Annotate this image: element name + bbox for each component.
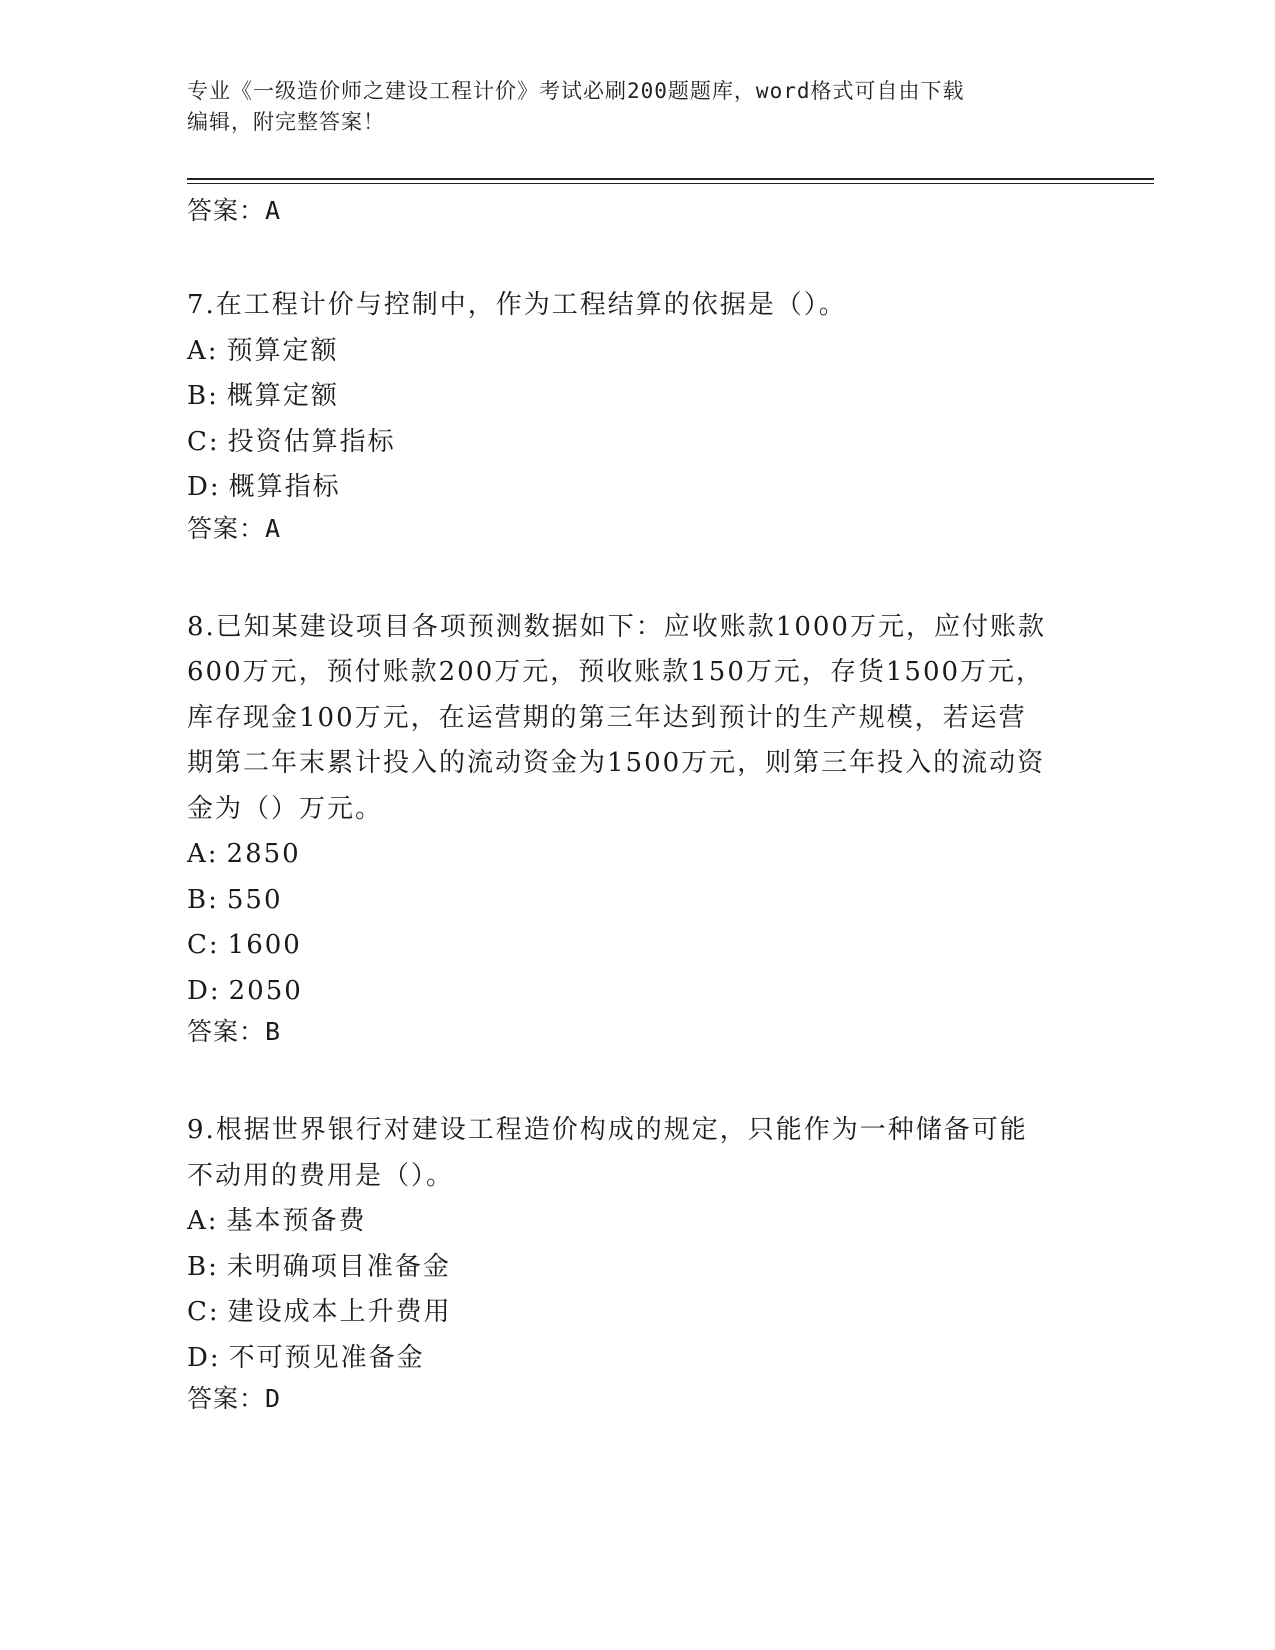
header-line-2: 编辑，附完整答案！	[187, 110, 385, 134]
header-rule-thin	[187, 183, 1154, 184]
option-c	[187, 420, 1087, 466]
option-text: 2850	[226, 839, 301, 869]
question-stem	[187, 1108, 1087, 1199]
option-letter: D:	[187, 975, 221, 1006]
option-text: 建设成本上升费用	[227, 1297, 452, 1327]
option-letter: B:	[187, 1251, 219, 1282]
question-7	[187, 283, 1087, 547]
stem-line: 9.根据世界银行对建设工程造价构成的规定，只能作为一种储备可能	[187, 1115, 1028, 1145]
stem-line: 期第二年末累计投入的流动资金为1500万元，则第三年投入的流动资	[187, 748, 1046, 778]
option-letter: B:	[187, 884, 219, 915]
answer: 答案：A	[187, 513, 282, 543]
option-c	[187, 1290, 1087, 1336]
document-body	[187, 193, 1087, 1417]
previous-answer: 答案：A	[187, 196, 282, 225]
stem-line: 8.已知某建设项目各项预测数据如下：应收账款1000万元，应付账款	[187, 611, 1046, 642]
option-d	[187, 1336, 1087, 1382]
option-text: 基本预备费	[226, 1206, 367, 1236]
option-letter: C:	[187, 930, 220, 960]
option-b	[187, 878, 1087, 924]
question-8	[187, 605, 1087, 1051]
document-header	[187, 76, 1067, 138]
option-text: 不可预见准备金	[228, 1342, 425, 1373]
answer: 答案：B	[187, 1017, 282, 1046]
stem-line: 库存现金100万元，在运营期的第三年达到预计的生产规模，若运营	[187, 702, 1027, 733]
option-letter: D:	[187, 1342, 221, 1373]
stem-line: 不动用的费用是（）。	[187, 1160, 455, 1191]
option-letter: C:	[187, 426, 220, 457]
option-d	[187, 465, 1087, 511]
option-text: 550	[226, 884, 283, 915]
option-text: 预算定额	[226, 335, 339, 366]
question-stem	[187, 283, 1087, 329]
header-line-1: 专业《一级造价师之建设工程计价》考试必刷200题题库，word格式可自由下载	[187, 79, 965, 103]
option-c	[187, 923, 1087, 969]
option-letter: C:	[187, 1297, 220, 1327]
option-letter: A:	[187, 839, 219, 869]
option-text: 未明确项目准备金	[226, 1251, 451, 1282]
option-text: 投资估算指标	[227, 426, 396, 457]
option-letter: B:	[187, 381, 219, 411]
option-a	[187, 329, 1087, 375]
question-stem	[187, 605, 1087, 833]
option-text: 概算指标	[228, 472, 341, 502]
stem-line: 金为（）万元。	[187, 793, 384, 824]
option-text: 2050	[228, 975, 303, 1006]
option-letter: A:	[187, 335, 219, 366]
option-letter: D:	[187, 472, 221, 502]
stem-line: 600万元，预付账款200万元，预收账款150万元，存货1500万元，	[187, 657, 1045, 687]
question-9	[187, 1108, 1087, 1417]
option-a	[187, 1199, 1087, 1245]
option-b	[187, 1245, 1087, 1291]
option-d	[187, 969, 1087, 1015]
option-b	[187, 374, 1087, 420]
option-a	[187, 832, 1087, 878]
header-rule-thick	[187, 178, 1154, 180]
option-letter: A:	[187, 1206, 219, 1236]
stem-line: 7.在工程计价与控制中，作为工程结算的依据是（）。	[187, 290, 847, 320]
option-text: 概算定额	[226, 381, 339, 411]
answer: 答案：D	[187, 1384, 282, 1413]
option-text: 1600	[227, 930, 302, 960]
